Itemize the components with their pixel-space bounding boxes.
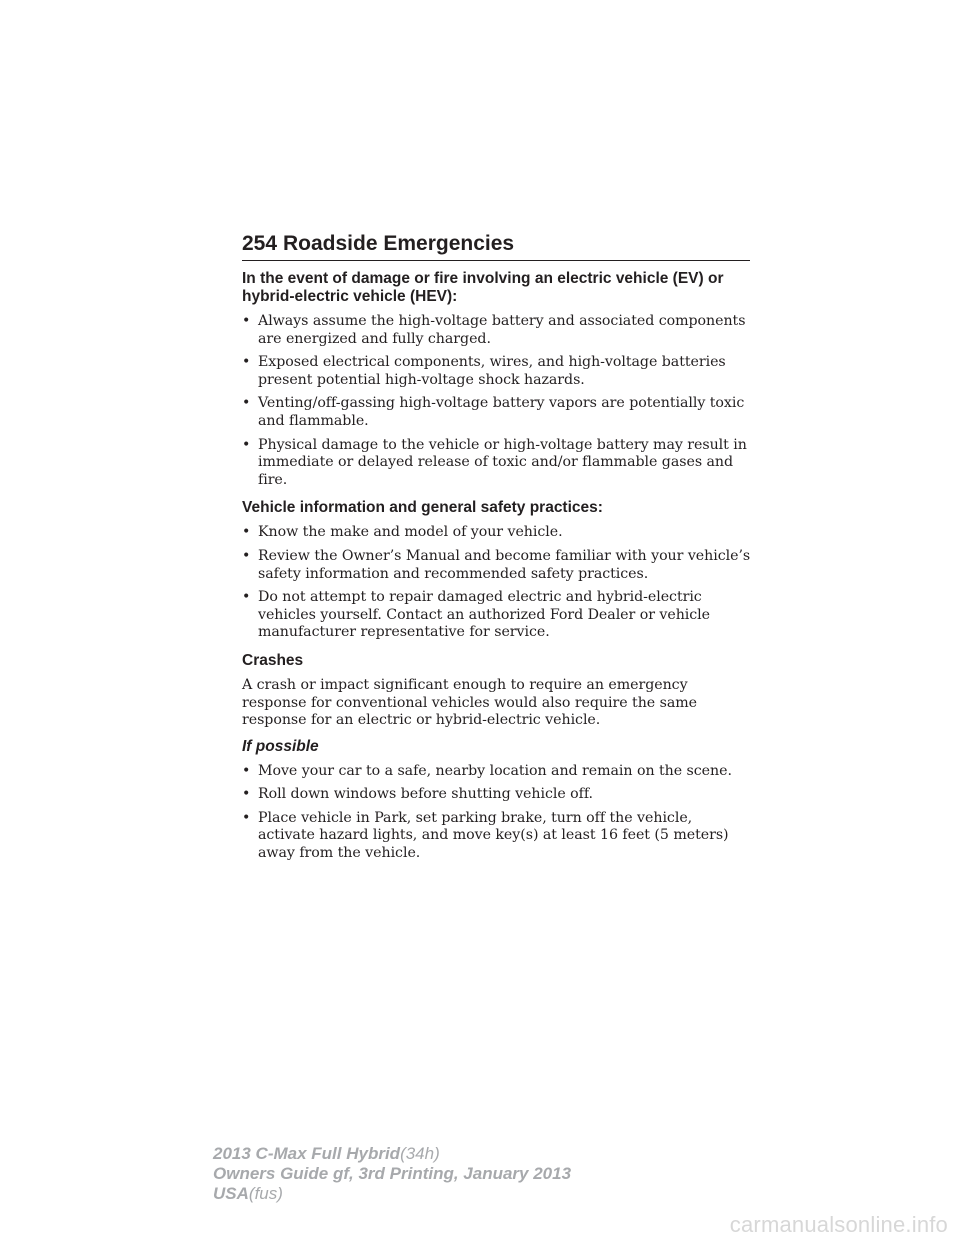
list-item: • Move your car to a safe, nearby location and remain on the scene. [242,762,732,779]
page-header [242,230,750,261]
crashes-paragraph: A crash or impact significant enough to require an emergency response for conventional vehicles would also require the same response for an electric or hybrid-electric vehicle. [242,676,697,729]
list-item: • Always assume the high-voltage battery and associated components are energized and fully charged. [242,313,746,347]
section-heading-ev-damage: In the event of damage or fire involving an electric vehicle (EV) or hybrid-electric vehicle (HEV): [242,270,724,305]
section-heading-safety-practices: Vehicle information and general safety practices: [242,499,603,517]
footer-line-printing: Owners Guide gf, 3rd Printing, January 2013 [213,1164,572,1183]
bullet-list-ev-damage [242,313,752,489]
bullet-icon: • [242,762,251,779]
bullet-icon: • [242,524,251,541]
bullet-icon: • [242,589,251,606]
list-item: • Venting/off-gassing high-voltage battery vapors are potentially toxic and flammable. [242,395,745,429]
footer-line-market: USA(fus) [213,1184,283,1203]
bullet-icon: • [242,809,251,826]
list-item: • Review the Owner’s Manual and become familiar with your vehicle’s safety information and recommended safety practices. [242,547,751,582]
bullet-list-if-possible [242,763,752,863]
section-heading-crashes: Crashes [242,651,304,669]
bullet-icon: • [242,395,251,412]
bullet-icon: • [242,354,251,371]
document-footer [213,1144,571,1204]
footer-line-model: 2013 C-Max Full Hybrid(34h) [213,1144,440,1163]
bullet-list-safety-practices [242,524,752,642]
list-item: • Exposed electrical components, wires, and high-voltage batteries present potential high-voltage shock hazards. [242,354,726,388]
bullet-icon: • [242,547,251,564]
bullet-icon: • [242,436,251,453]
page-number: 254 [242,232,278,255]
list-item: • Do not attempt to repair damaged electric and hybrid-electric vehicles yourself. Contact an authorized Ford Dealer or vehicle manufacturer representative for service. [242,589,711,641]
page-content [242,270,752,871]
bullet-icon: • [242,313,251,329]
list-item: • Know the make and model of your vehicle. [242,524,563,541]
list-item: • Roll down windows before shutting vehicle off. [242,786,594,803]
bullet-icon: • [242,786,251,803]
site-watermark: carmanualsonline.info [729,1212,948,1237]
list-item: • Place vehicle in Park, set parking brake, turn off the vehicle, activate hazard lights, and move key(s) at least 16 feet (5 meters) away from the vehicle. [242,809,729,862]
chapter-title: Roadside Emergencies [283,232,515,255]
section-heading-if-possible: If possible [242,737,319,755]
list-item: • Physical damage to the vehicle or high-voltage battery may result in immediate or delayed release of toxic and/or flammable gases and fire. [242,436,747,488]
